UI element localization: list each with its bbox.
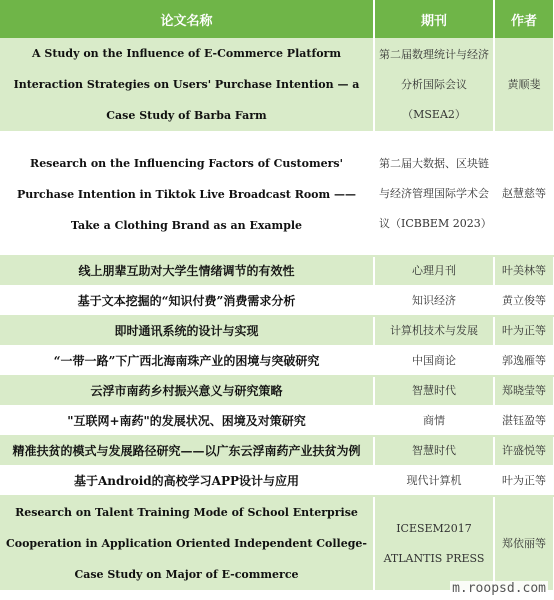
paper-title: "互联网+南药"的发展状况、困境及对策研究 [0,406,374,436]
paper-author: 郑晓莹等 [494,376,554,406]
paper-author: 叶美林等 [494,256,554,286]
paper-title: 基于Android的高校学习APP设计与应用 [0,466,374,496]
paper-author: 赵慧慈等 [494,132,554,256]
table-row [0,346,554,376]
header-journal: 期刊 [374,0,494,38]
table-row [0,466,554,496]
paper-journal: 第二届数理统计与经济分析国际会议（MSEA2） [374,38,494,132]
header-title: 论文名称 [0,0,374,38]
paper-journal: ICESEM2017 ATLANTIS PRESS [374,496,494,591]
paper-author: 叶为正等 [494,466,554,496]
table-row [0,286,554,316]
paper-title: “一带一路”下广西北海南珠产业的困境与突破研究 [0,346,374,376]
paper-title: 云浮市南药乡村振兴意义与研究策略 [0,376,374,406]
table-row [0,376,554,406]
paper-author: 郑依丽等 [494,496,554,591]
paper-title: Research on Talent Training Mode of School Enterprise Cooperation in Application Oriented Independent College-Case Study on Major of E-commerce [0,496,374,591]
paper-author: 郭逸雁等 [494,346,554,376]
table-header-row [0,0,554,38]
watermark: m.roopsd.com [452,581,546,596]
table-row [0,316,554,346]
paper-title: Research on the Influencing Factors of Customers' Purchase Intention in Tiktok Live Broadcast Room ——Take a Clothing Brand as an Example [0,132,374,256]
table-row [0,496,554,591]
table-row [0,256,554,286]
paper-journal: 计算机技术与发展 [374,316,494,346]
paper-journal: 知识经济 [374,286,494,316]
paper-author: 湛钰盈等 [494,406,554,436]
paper-journal: 商情 [374,406,494,436]
paper-title: 即时通讯系统的设计与实现 [0,316,374,346]
paper-title: 基于文本挖掘的“知识付费”消费需求分析 [0,286,374,316]
table-row [0,132,554,256]
table-row [0,38,554,132]
paper-journal: 智慧时代 [374,436,494,466]
paper-title: 线上朋辈互助对大学生情绪调节的有效性 [0,256,374,286]
table-row [0,436,554,466]
paper-journal: 心理月刊 [374,256,494,286]
paper-journal: 中国商论 [374,346,494,376]
paper-author: 叶为正等 [494,316,554,346]
paper-author: 许盛悦等 [494,436,554,466]
paper-title: A Study on the Influence of E-Commerce Platform Interaction Strategies on Users' Purchase Intention — a Case Study of Barba Farm [0,38,374,132]
table-row [0,406,554,436]
paper-author: 黄顺斐 [494,38,554,132]
paper-journal: 现代计算机 [374,466,494,496]
paper-title: 精准扶贫的模式与发展路径研究——以广东云浮南药产业扶贫为例 [0,436,374,466]
header-author: 作者 [494,0,554,38]
paper-journal: 第二届大数据、区块链与经济管理国际学术会议（ICBBEM 2023） [374,132,494,256]
paper-journal: 智慧时代 [374,376,494,406]
paper-author: 黄立俊等 [494,286,554,316]
